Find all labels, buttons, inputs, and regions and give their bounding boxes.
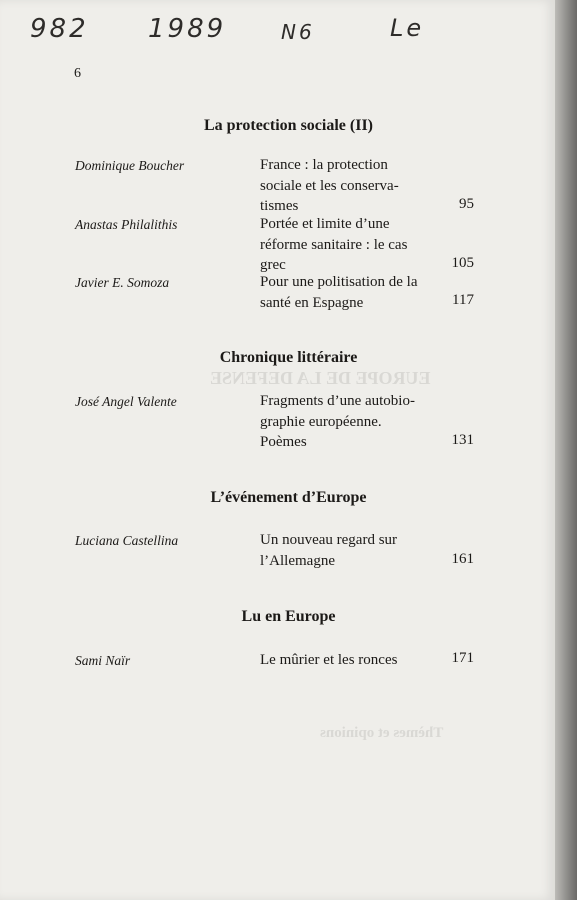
entry-title-line: grec [260,257,286,273]
entry-title-line: Poèmes [260,434,307,450]
section-title-evenement-europe: L’événement d’Europe [210,489,367,506]
entry-title-line: Pour une politisation de la [260,274,418,290]
entry-title-line: France : la protection [260,157,388,173]
entry-title [260,530,446,571]
entry-page: 131 [451,432,474,448]
page-number: 6 [74,66,81,81]
entry-title-line: sociale et les conserva- [260,177,399,194]
entry-author: Dominique Boucher [75,158,185,173]
entry-title-line: réforme sanitaire : le cas [260,236,408,253]
entry-title [260,155,446,217]
entry-title [260,650,446,671]
entry-page: 105 [451,255,474,271]
section-title-lu-en-europe: Lu en Europe [241,608,336,625]
entry-author: Anastas Philalithis [75,217,178,232]
entry-title-line: l’Allemagne [260,552,335,569]
entry-title [260,272,446,313]
entry-title [260,214,446,276]
entry-title-line: Le mûrier et les ronces [260,652,398,668]
entry-page: 117 [452,292,474,308]
entry-page: 95 [459,196,474,212]
section-title-protection-sociale: La protection sociale (II) [203,117,373,134]
entry-author: Javier E. Somoza [75,275,170,290]
entry-title-line: Fragments d’une autobio- [260,393,415,409]
bleed-through-text: EUROPE DE LA DEFENSE [210,368,431,388]
entry-author: Sami Naïr [75,653,131,668]
entry-title [260,391,446,453]
entry-title-line: tismes [260,198,299,214]
handwritten-note-3: N6 [281,20,315,44]
entry-author: José Angel Valente [75,394,177,409]
entry-page: 161 [451,551,474,567]
page-binding-edge [555,0,577,900]
entry-page: 171 [451,650,474,666]
bleed-through-text: Thèmes et opinions [320,725,444,741]
section-title-chronique-litteraire: Chronique littéraire [219,349,358,366]
entry-title-line: Un nouveau regard sur [260,532,398,548]
entry-title-line: graphie européenne. [260,413,382,430]
handwritten-note-1: 982 [30,14,89,44]
entry-author: Luciana Castellina [75,533,179,548]
handwritten-note-4: Le [390,14,425,42]
entry-title-line: Portée et limite d’une [260,216,390,232]
entry-title-line: santé en Espagne [260,294,364,311]
handwritten-note-2: 1989 [148,14,227,44]
